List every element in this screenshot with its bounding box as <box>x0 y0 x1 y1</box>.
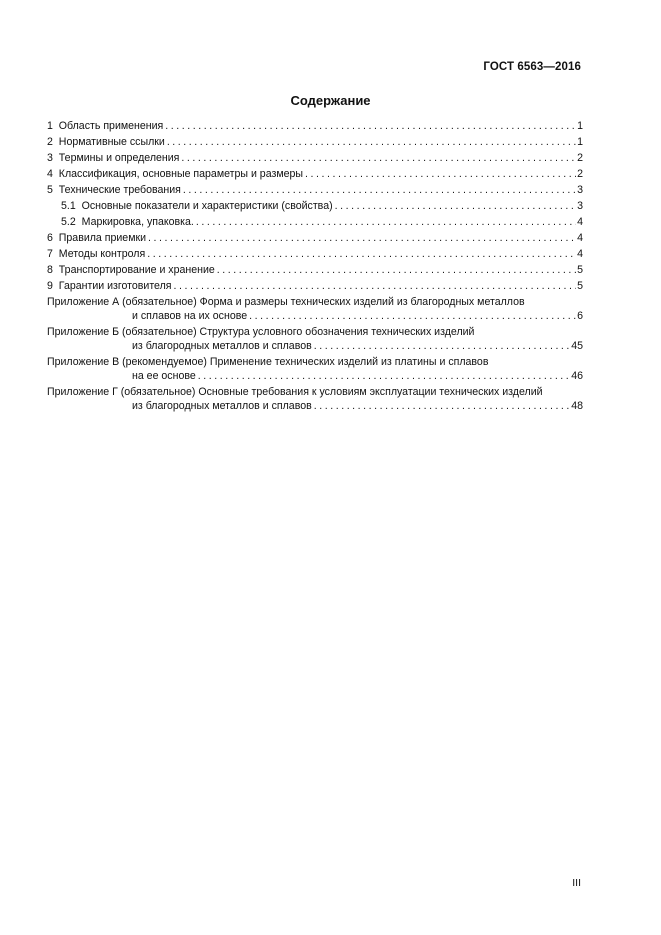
toc-leader-dots <box>148 231 576 245</box>
toc-entry-title: Транспортирование и хранение <box>58 264 215 276</box>
toc-entry-number: 6 <box>47 232 53 244</box>
toc-entry-title: Правила приемки <box>58 232 147 244</box>
toc-entry-page: 1 <box>577 136 583 148</box>
toc-annex-entry[interactable] <box>47 295 583 323</box>
toc-leader-dots <box>335 199 576 213</box>
toc-entry-number: 5.1 <box>61 200 76 212</box>
toc-leader-dots <box>167 135 576 149</box>
toc-entry[interactable] <box>47 183 583 197</box>
toc-title: Содержание <box>290 93 371 108</box>
toc-entry-title: Маркировка, упаковка. <box>81 216 194 228</box>
toc-annex-entry[interactable] <box>47 355 583 383</box>
toc-entry-page: 46 <box>571 370 583 382</box>
toc-leader-dots <box>198 369 570 383</box>
toc-annex-entry[interactable] <box>47 325 583 353</box>
toc-annex-title-continued: на ее основе <box>132 370 196 382</box>
toc-leader-dots <box>249 309 576 323</box>
toc-entry-title: Термины и определения <box>58 152 180 164</box>
toc-leader-dots <box>181 151 576 165</box>
table-of-contents <box>47 119 583 415</box>
toc-entry[interactable] <box>47 167 583 181</box>
toc-entry-page: 3 <box>577 184 583 196</box>
toc-entry-title: Область применения <box>58 120 164 132</box>
toc-entry[interactable] <box>47 119 583 133</box>
toc-entry-title: Нормативные ссылки <box>58 136 165 148</box>
toc-leader-dots <box>196 215 576 229</box>
toc-entry-number: 5.2 <box>61 216 76 228</box>
document-code: ГОСТ 6563—2016 <box>483 61 581 73</box>
toc-annex-title-continued: и сплавов на их основе <box>132 310 248 322</box>
toc-annex-title: Приложение Г (обязательное) Основные требования к условиям эксплуатации технических изделий <box>47 386 543 398</box>
toc-annex-title: Приложение Б (обязательное) Структура условного обозначения технических изделий <box>47 326 475 338</box>
toc-leader-dots <box>147 247 576 261</box>
toc-leader-dots <box>217 263 576 277</box>
toc-annex-title-continued: из благородных металлов и сплавов <box>132 340 312 352</box>
toc-entry[interactable] <box>47 151 583 165</box>
toc-entry-page: 2 <box>577 152 583 164</box>
toc-entry-number: 1 <box>47 120 53 132</box>
toc-annex-title: Приложение А (обязательное) Форма и размеры технических изделий из благородных металлов <box>47 296 525 308</box>
toc-entry-number: 4 <box>47 168 53 180</box>
toc-annex-entry[interactable] <box>47 385 583 413</box>
toc-entry-page: 3 <box>577 200 583 212</box>
toc-entry-page: 1 <box>577 120 583 132</box>
toc-entry-number: 9 <box>47 280 53 292</box>
toc-entry-page: 5 <box>577 264 583 276</box>
toc-entry[interactable] <box>47 135 583 149</box>
toc-entry-title: Методы контроля <box>58 248 146 260</box>
toc-entry-title: Технические требования <box>58 184 181 196</box>
toc-entry-title: Гарантии изготовителя <box>58 280 172 292</box>
toc-entry[interactable] <box>47 231 583 245</box>
page-number: III <box>572 877 581 889</box>
toc-entry-title: Классификация, основные параметры и размеры <box>58 168 304 180</box>
toc-entry-number: 2 <box>47 136 53 148</box>
toc-entry[interactable] <box>47 263 583 277</box>
toc-entry[interactable] <box>47 247 583 261</box>
toc-entry-page: 5 <box>577 280 583 292</box>
toc-subentry[interactable] <box>47 215 583 229</box>
toc-annex-title-continued: из благородных металлов и сплавов <box>132 400 312 412</box>
toc-leader-dots <box>314 339 570 353</box>
toc-subentry[interactable] <box>47 199 583 213</box>
toc-leader-dots <box>165 119 576 133</box>
toc-entry-number: 5 <box>47 184 53 196</box>
toc-entry-page: 6 <box>577 310 583 322</box>
toc-entry-page: 4 <box>577 232 583 244</box>
toc-leader-dots <box>183 183 576 197</box>
toc-entry-number: 3 <box>47 152 53 164</box>
toc-entry-title: Основные показатели и характеристики (свойства) <box>81 200 333 212</box>
toc-entry-page: 2 <box>577 168 583 180</box>
toc-entry-number: 8 <box>47 264 53 276</box>
toc-entry-page: 4 <box>577 248 583 260</box>
toc-leader-dots <box>305 167 576 181</box>
toc-entry-number: 7 <box>47 248 53 260</box>
toc-entry-page: 4 <box>577 216 583 228</box>
toc-leader-dots <box>314 399 570 413</box>
toc-leader-dots <box>174 279 577 293</box>
toc-annex-title: Приложение В (рекомендуемое) Применение технических изделий из платины и сплавов <box>47 356 489 368</box>
toc-entry[interactable] <box>47 279 583 293</box>
toc-entry-page: 45 <box>571 340 583 352</box>
toc-entry-page: 48 <box>571 400 583 412</box>
